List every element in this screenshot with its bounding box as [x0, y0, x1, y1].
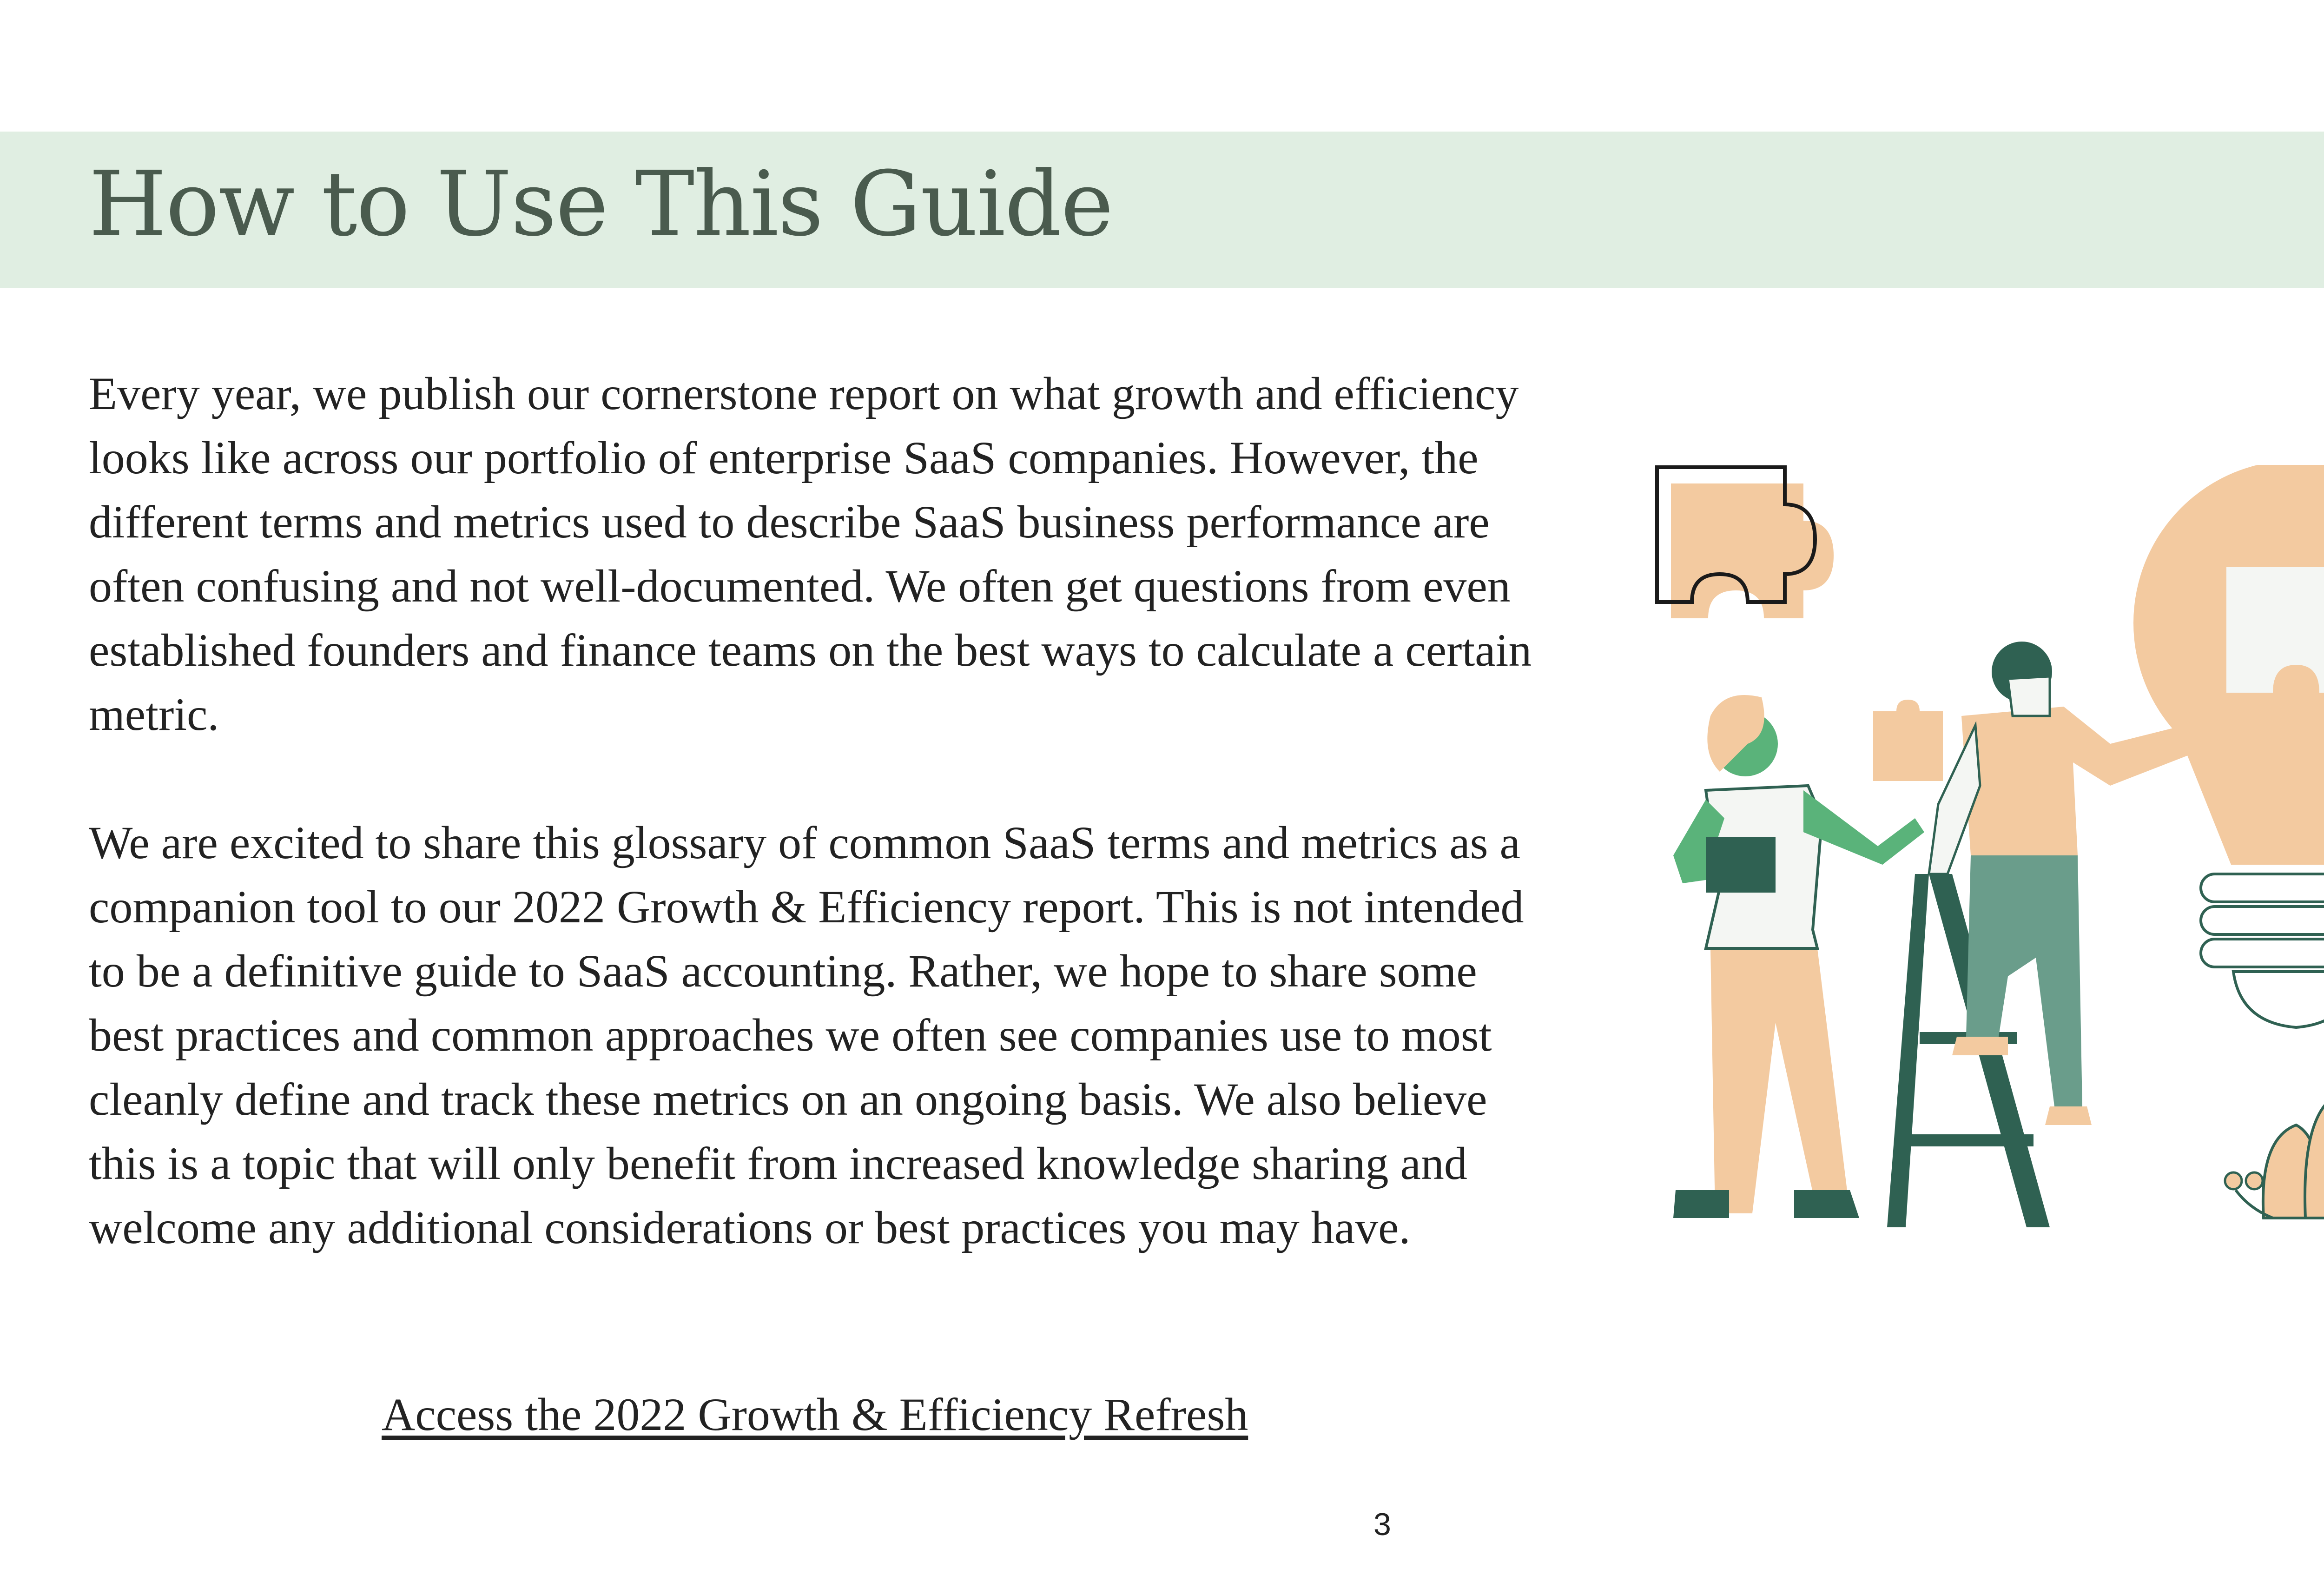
growth-efficiency-report-link[interactable]: Access the 2022 Growth & Efficiency Refresh: [382, 1389, 1248, 1440]
body-text: [89, 362, 1539, 1260]
floating-puzzle-piece-icon: [1873, 700, 1943, 781]
purpose-paragraph: We are excited to share this glossary of common SaaS terms and metrics as a companion tool to our 2022 Growth & Efficiency report. This is not intended to be a definitive guide to SaaS accounting. Rather, we hope to share some best practices and common approaches we often see companies use to most cleanly define and track these metrics on an ongoing basis. We also believe this is a topic that will only benefit from increased knowledge sharing and welcome any additional considerations or best practices you may have.: [89, 817, 1524, 1253]
lightbulb-puzzle-illustration: [1655, 465, 2324, 1237]
page-number: 3: [1373, 1507, 1391, 1542]
intro-paragraph: Every year, we publish our cornerstone report on what growth and efficiency looks like across our portfolio of enterprise SaaS companies. However, the different terms and metrics used to describe SaaS business performance are often confusing and not well-documented. We often get questions from even established founders and finance teams on the best ways to calculate a certain metric.: [89, 368, 1532, 740]
plant-icon: [2225, 1092, 2324, 1218]
page-title: How to Use This Guide: [89, 152, 1113, 256]
outlined-puzzle-piece-icon: [1657, 467, 1834, 618]
